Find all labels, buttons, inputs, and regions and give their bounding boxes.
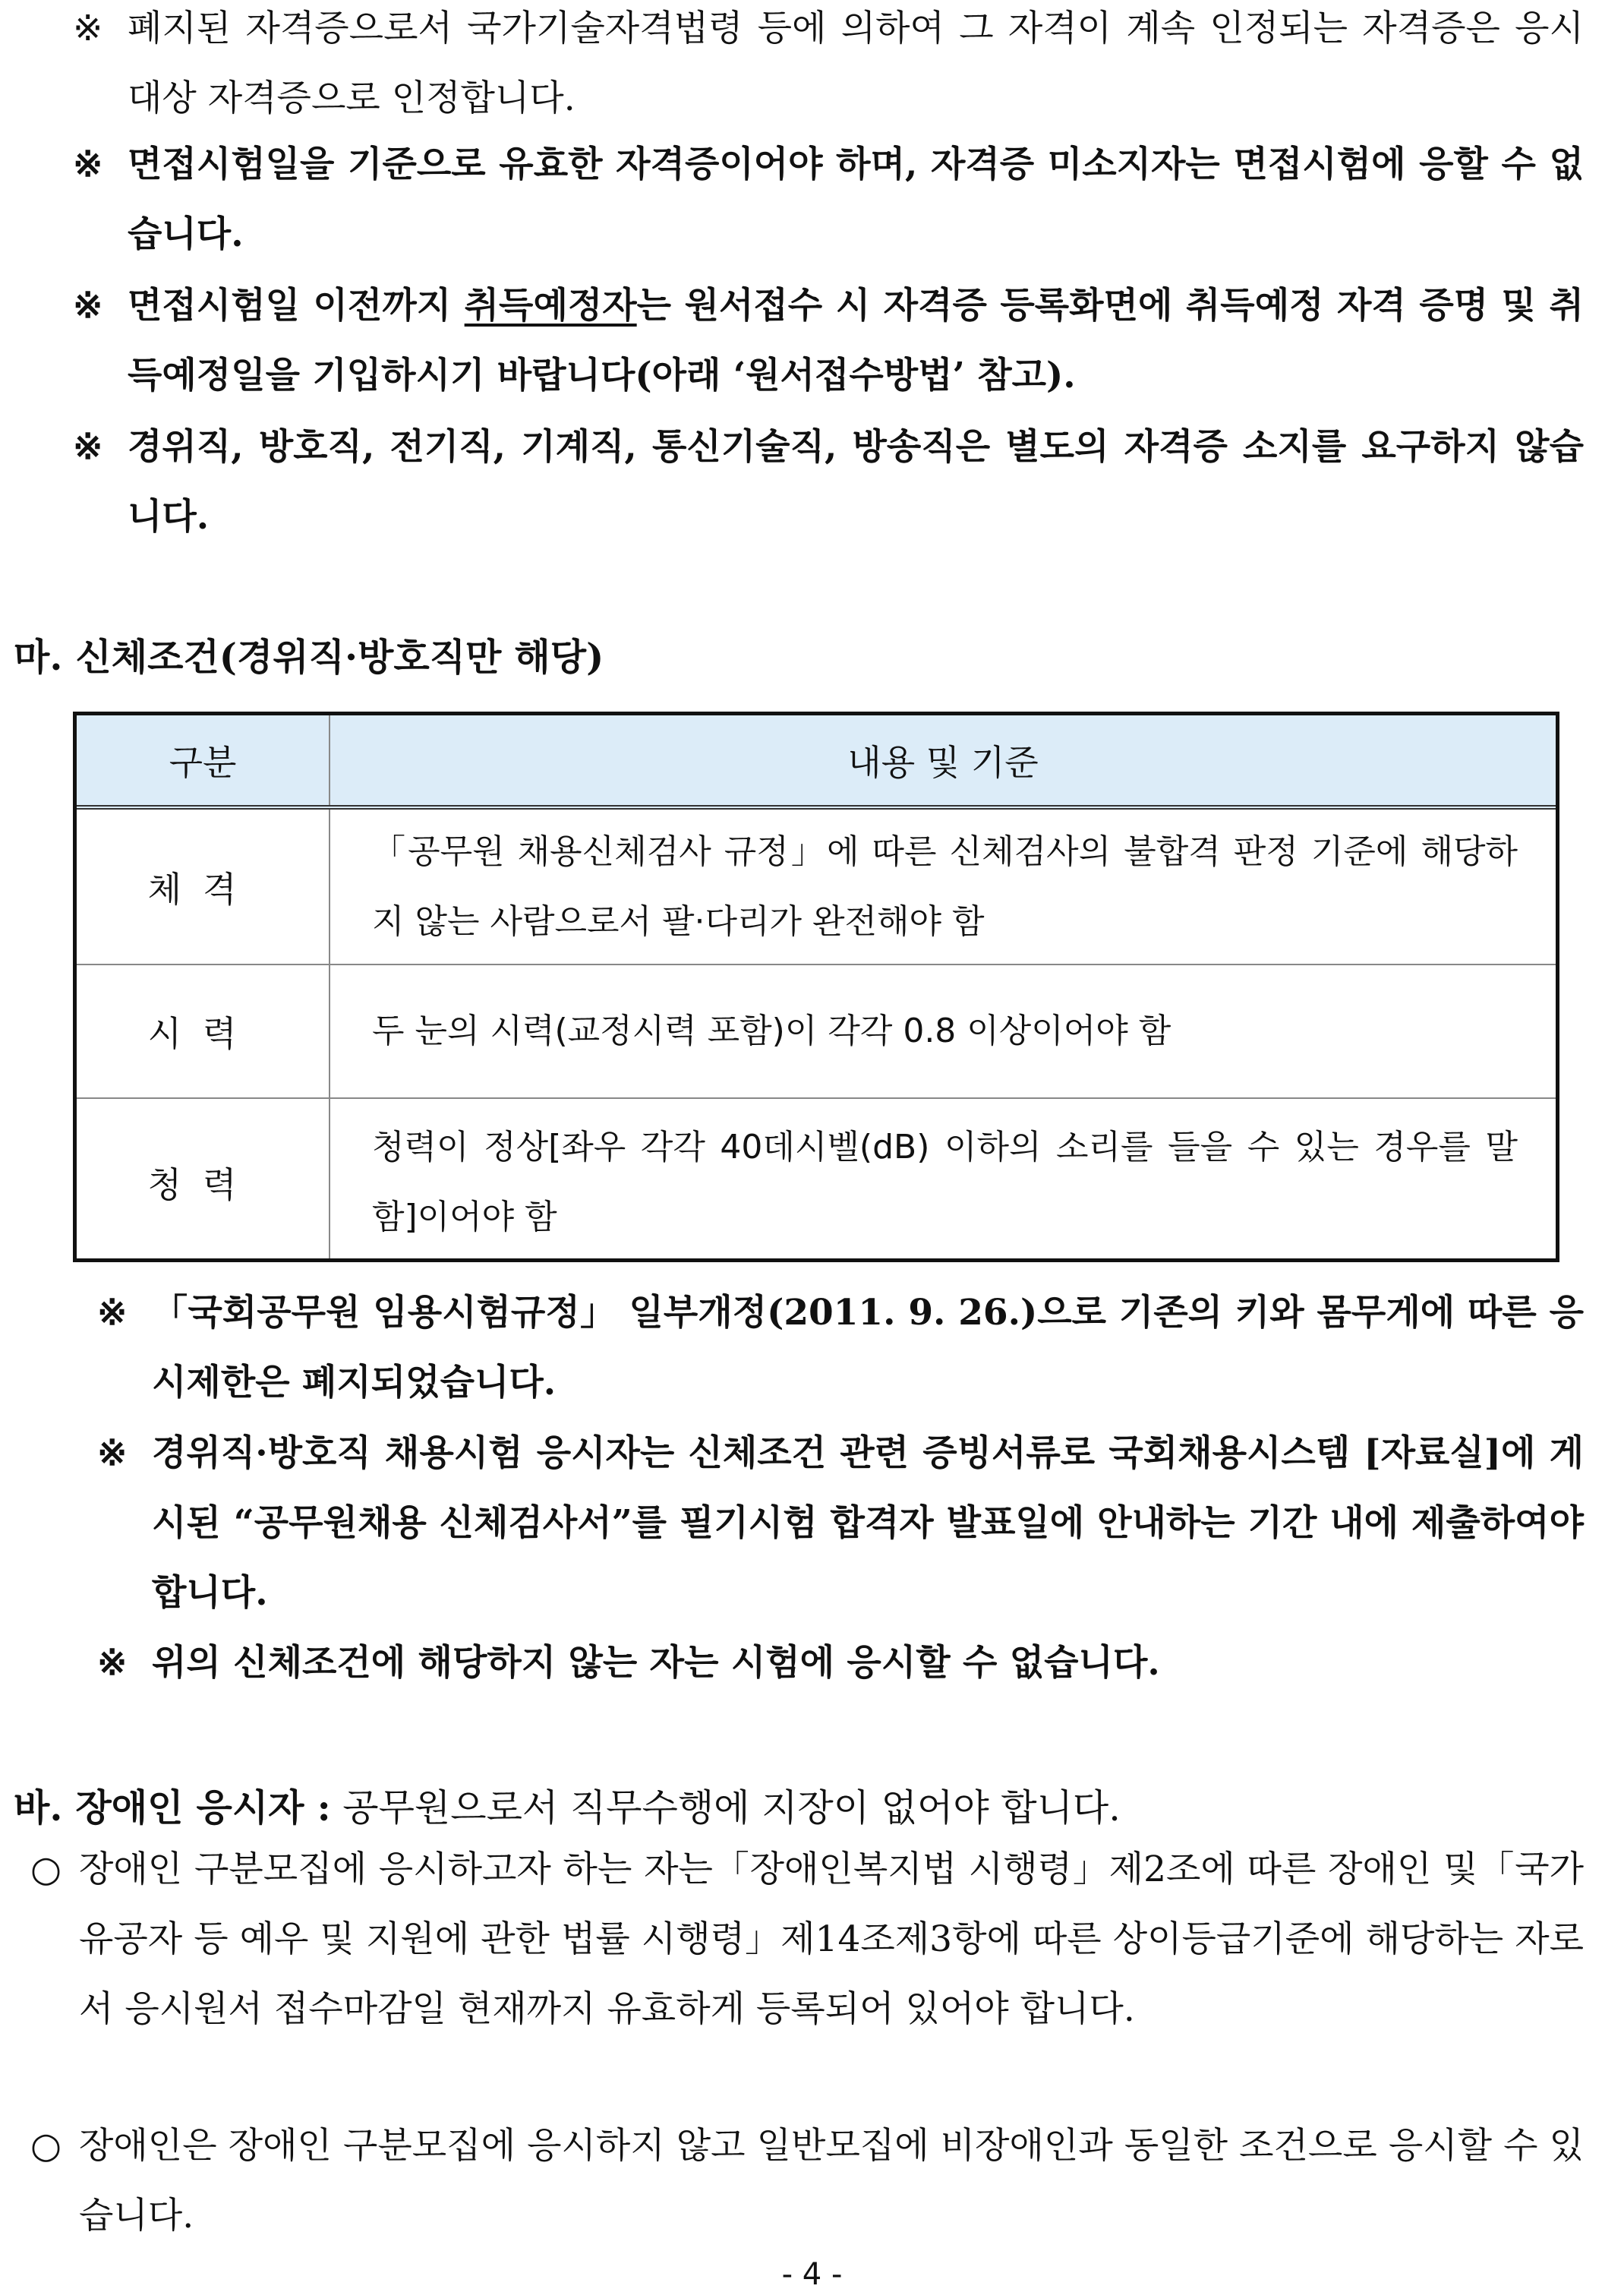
row-content-text: 두 눈의 시력(교정시력 포함)이 각각 0.8 이상이어야 함: [372, 1012, 1171, 1050]
section-subtitle: 공무원으로서 직무수행에 지장이 없어야 합니다.: [330, 1786, 1121, 1829]
note-text: 위의 신체조건에 해당하지 않는 자는 시험에 응시할 수 없습니다.: [152, 1642, 1160, 1684]
table-header-category: 구분: [77, 715, 330, 805]
note-item: [73, 0, 1584, 134]
row-content: [330, 810, 1556, 964]
table-row: [77, 1097, 1556, 1262]
note-mark: ※: [73, 144, 103, 185]
note-mark: ※: [73, 426, 103, 468]
list-item-text: 장애인 구분모집에 응시하고자 하는 자는「장애인복지법 시행령」제2조에 따른 장애인 및「국가유공자 등 예우 및 지원에 관한 법률 시행령」제14조제3항에 따른 상이등급기준에 해당하는 자로서 응시원서 접수마감일 현재까지 유효하게 등록되어 있어야 합니다.: [79, 1848, 1584, 2030]
note-item: [97, 1419, 1584, 1628]
list-item-text: 장애인은 장애인 구분모집에 응시하지 않고 일반모집에 비장애인과 동일한 조건으로 응시할 수 있습니다.: [79, 2125, 1584, 2237]
row-content: [330, 965, 1556, 1097]
section-title: 바. 장애인 응시자 :: [14, 1785, 331, 1829]
section-heading-physical: 마. 신체조건(경위직·방호직만 해당): [14, 635, 604, 679]
list-item: [30, 2111, 1584, 2251]
row-content-text: 「공무원 채용신체검사 규정」에 따른 신체검사의 불합격 판정 기준에 해당하지 않는 사람으로서 팔·다리가 완전해야 함: [372, 832, 1518, 941]
row-content: [330, 1099, 1556, 1262]
underlined-term: 취득예정자: [464, 285, 637, 327]
note-item: [73, 412, 1584, 552]
row-label: 체격: [77, 810, 330, 964]
note-item: [97, 1628, 1584, 1698]
note-item: [97, 1278, 1584, 1418]
circle-bullet-icon: ○: [30, 2125, 62, 2167]
note-text: [128, 271, 1584, 411]
note-item: [73, 130, 1584, 270]
table-header: [77, 715, 1556, 810]
row-label: 청력: [77, 1099, 330, 1262]
note-text: 경위직·방호직 채용시험 응시자는 신체조건 관련 증빙서류로 국회채용시스템 [자료실]에 게시된 “공무원채용 신체검사서”를 필기시험 합격자 발표일에 안내하는 기간 내에 제출하여야 합니다.: [152, 1432, 1584, 1614]
note-text: 경위직, 방호직, 전기직, 기계직, 통신기술직, 방송직은 별도의 자격증 소지를 요구하지 않습니다.: [128, 426, 1584, 538]
note-text: 폐지된 자격증으로서 국가기술자격법령 등에 의하여 그 자격이 계속 인정되는 자격증은 응시대상 자격증으로 인정합니다.: [128, 8, 1584, 119]
circle-bullet-icon: ○: [30, 1848, 62, 1890]
table-row: [77, 810, 1556, 964]
note-text: 「국회공무원 임용시험규정」 일부개정(2011. 9. 26.)으로 기존의 키와 몸무게에 따른 응시제한은 폐지되었습니다.: [152, 1292, 1584, 1403]
note-text: 면접시험일을 기준으로 유효한 자격증이어야 하며, 자격증 미소지자는 면접시험에 응할 수 없습니다.: [128, 144, 1584, 255]
note-mark: ※: [97, 1642, 128, 1684]
row-content-text: 청력이 정상[좌우 각각 40데시벨(dB) 이하의 소리를 들을 수 있는 경우를 말함]이어야 함: [372, 1128, 1518, 1236]
note-mark: ※: [73, 8, 103, 49]
table-row: [77, 964, 1556, 1097]
section-heading-disabled: [14, 1781, 1121, 1835]
note-mark: ※: [97, 1432, 128, 1474]
table-header-criteria: 내용 및 기준: [847, 742, 1039, 783]
physical-requirements-table: [73, 712, 1559, 1262]
list-item: [30, 1835, 1584, 2044]
row-label: 시력: [77, 965, 330, 1097]
note-text-pre: 면접시험일 이전까지: [128, 285, 465, 327]
note-text-post: 는 원서접수 시 자격증 등록화면에 취득예정 자격 증명 및 취득예정일을 기입하시기 바랍니다(아래 ‘원서접수방법’ 참고).: [128, 285, 1584, 396]
note-item: [73, 271, 1584, 411]
page-number: - 4 -: [781, 2257, 843, 2292]
note-mark: ※: [97, 1292, 128, 1334]
note-mark: ※: [73, 285, 103, 327]
